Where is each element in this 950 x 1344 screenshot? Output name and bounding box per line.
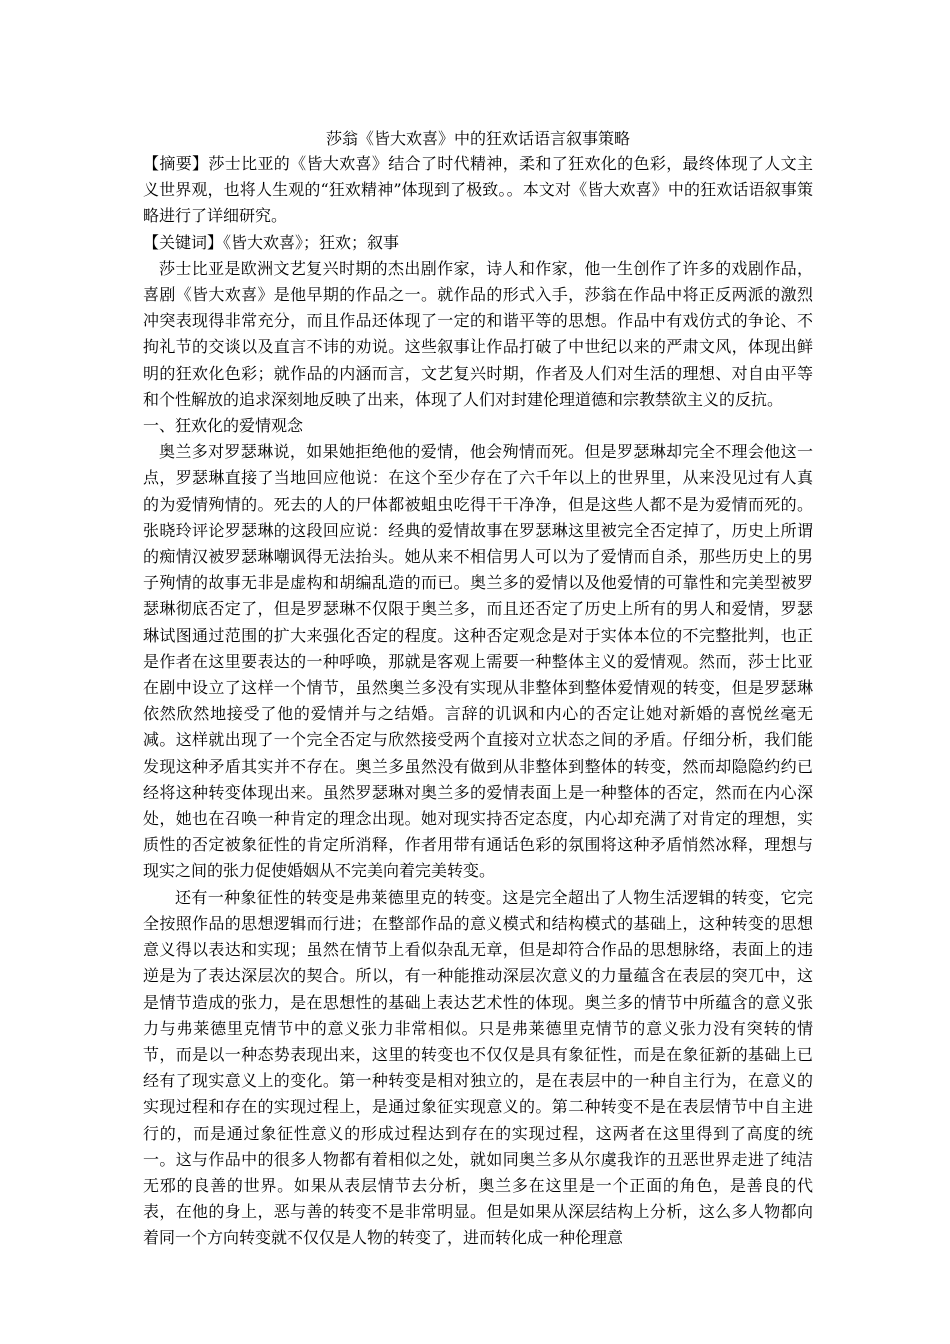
document-body — [143, 127, 813, 1252]
section-heading: 一、狂欢化的爱情观念 — [143, 416, 304, 436]
document-title: 莎翁《皆大欢喜》中的狂欢话语言叙事策略 — [325, 129, 630, 148]
body-paragraph-1: 奥兰多对罗瑟琳说，如果她拒绝他的爱情，他会殉情而死。但是罗瑟琳却完全不理会他这一点，罗瑟琳直接了当地回应他说：在这个至少存在了六千年以上的世界里，从来没见过有人真的为爱情殉情的。死去的人的尸体都被蛆虫吃得干干净净，但是这些人都不是为爱情而死的。张晓玲评论罗瑟琳的这段回应说：经典的爱情故事在罗瑟琳这里被完全否定掉了，历史上所谓的痴情汉被罗瑟琳嘲讽得无法抬头。她从来不相信男人可以为了爱情而自杀，那些历史上的男子殉情的故事无非是虚构和胡编乱造的而已。奥兰多的爱情以及他爱情的可靠性和完美型被罗瑟琳彻底否定了，但是罗瑟琳不仅限于奥兰多，而且还否定了历史上所有的男人和爱情，罗瑟琳试图通过范围的扩大来强化否定的程度。这种否定观念是对于实体本位的不完整批判，也正是作者在这里要表达的一种呼唤，那就是客观上需要一种整体主义的爱情观。然而，莎士比亚在剧中设立了这样一个情节，虽然奥兰多没有实现从非整体到整体爱情观的转变，但是罗瑟琳依然欣然地接受了他的爱情并与之结婚。言辞的讥讽和内心的否定让她对新婚的喜悦丝毫无减。这样就出现了一个完全否定与欣然接受两个直接对立状态之间的矛盾。仔细分析，我们能发现这种矛盾其实并不存在。奥兰多虽然没有做到从非整体到整体的转变，然而却隐隐约约已经将这种转变体现出来。虽然罗瑟琳对奥兰多的爱情表面上是一种整体的否定，然而在内心深处，她也在召唤一种肯定的理念出现。她对现实持否定态度，内心却充满了对肯定的理想，实质性的否定被象征性的肯定所消释，作者用带有通话色彩的氛围将这种矛盾悄然冰释，理想与现实之间的张力促使婚姻从不完美向着完美转变。 — [143, 442, 813, 881]
intro-paragraph: 莎士比亚是欧洲文艺复兴时期的杰出剧作家，诗人和作家，他一生创作了许多的戏剧作品，喜剧《皆大欢喜》是他早期的作品之一。就作品的形式入手，莎翁在作品中将正反两派的激烈冲突表现得非常充分，而且作品还体现了一定的和谐平等的思想。作品中有戏仿式的争论、不拘礼节的交谈以及直言不讳的劝说。这些叙事让作品打破了中世纪以来的严肃文风，体现出鲜明的狂欢化色彩；就作品的内涵而言，文艺复兴时期，作者及人们对生活的理想、对自由平等和个性解放的追求深刻地反映了出来，体现了人们对封建伦理道德和宗教禁欲主义的反抗。 — [143, 258, 813, 409]
body-paragraph-2: 还有一种象征性的转变是弗莱德里克的转变。这是完全超出了人物生活逻辑的转变，它完全按照作品的思想逻辑而行进；在整部作品的意义模式和结构模式的基础上，这种转变的思想意义得以表达和实现；虽然在情节上看似杂乱无章，但是却符合作品的思想脉络，表面上的违逆是为了表达深层次的契合。所以，有一种能推动深层次意义的力量蕴含在表层的突兀中，这是情节造成的张力，是在思想性的基础上表达艺术性的体现。奥兰多的情节中所蕴含的意义张力与弗莱德里克情节中的意义张力非常相似。只是弗莱德里克情节的意义张力没有突转的情节，而是以一种态势表现出来，这里的转变也不仅仅是具有象征性，而是在象征新的基础上已经有了现实意义上的变化。第一种转变是相对独立的，是在表层中的一种自主行为，在意义的实现过程和存在的实现过程上，是通过象征实现意义的。第二种转变不是在表层情节中自主进行的，而是通过象征性意义的形成过程达到存在的实现过程，这两者在这里得到了高度的统一。这与作品中的很多人物都有着相似之处，就如同奥兰多从尔虞我诈的丑恶世界走进了纯洁无邪的良善的世界。如果从表层情节去分析，奥兰多在这里是一个正面的角色，是善良的代表，在他的身上，恶与善的转变不是非常明显。但是如果从深层结构上分析，这么多人物都向着同一个方向转变就不仅仅是人物的转变了，进而转化成一种伦理意 — [143, 887, 813, 1248]
keywords-line: 【关键词】《皆大欢喜》；狂欢；叙事 — [143, 232, 400, 252]
abstract-paragraph: 【摘要】莎士比亚的《皆大欢喜》结合了时代精神，柔和了狂欢化的色彩，最终体现了人文主义世界观，也将人生观的“狂欢精神”体现到了极致。。本文对《皆大欢喜》中的狂欢话语叙事策略进行了详细研究。 — [143, 154, 813, 226]
